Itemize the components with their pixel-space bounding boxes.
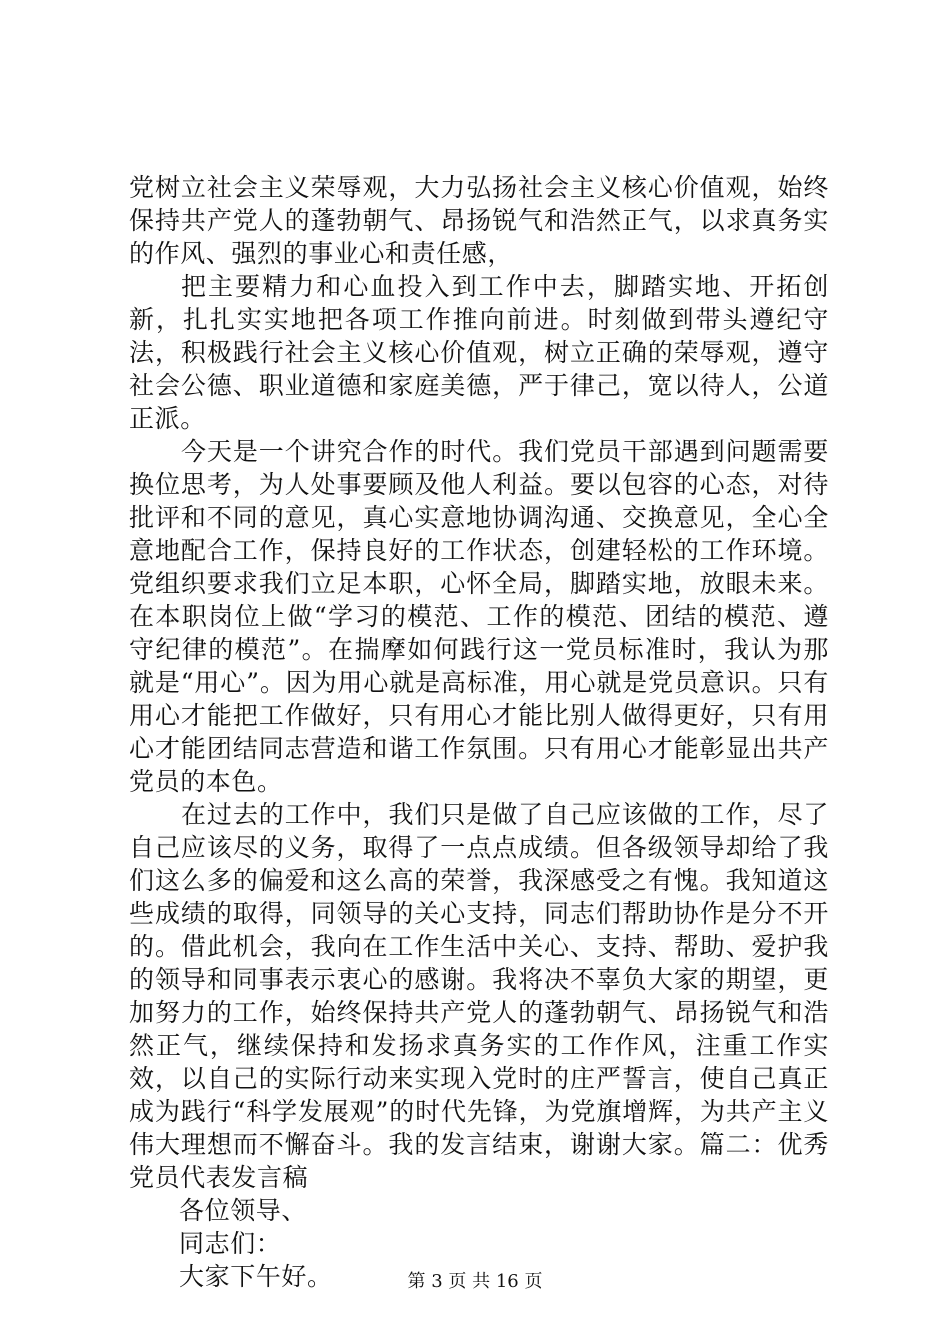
document-body bbox=[129, 171, 829, 1293]
paragraph: 今天是一个讲究合作的时代。我们党员干部遇到问题需要换位思考，为人处事要顾及他人利益。要以包容的心态，对待批评和不同的意见，真心实意地协调沟通、交换意见，全心全意地配合工作，保持良好的工作状态，创建轻松的工作环境。党组织要求我们立足本职，心怀全局，脚踏实地，放眼未来。在本职岗位上做“学习的模范、工作的模范、团结的模范、遵守纪律的模范”。在揣摩如何践行这一党员标准时，我认为那就是“用心”。因为用心就是高标准，用心就是党员意识。只有用心才能把工作做好，只有用心才能比别人做得更好，只有用心才能团结同志营造和谐工作氛围。只有用心才能彰显出共产党员的本色。 bbox=[129, 437, 829, 796]
greeting-line: 大家下午好。 bbox=[179, 1262, 333, 1291]
greeting-line: 同志们： bbox=[179, 1229, 282, 1258]
greeting-line: 各位领导、 bbox=[179, 1196, 308, 1225]
paragraph: 在过去的工作中，我们只是做了自己应该做的工作，尽了自己应该尽的义务，取得了一点点成绩。但各级领导却给了我们这么多的偏爱和这么高的荣誉，我深感受之有愧。我知道这些成绩的取得，同领导的关心支持，同志们帮助协作是分不开的。借此机会，我向在工作生活中关心、支持、帮助、爱护我的领导和同事表示衷心的感谢。我将决不辜负大家的期望，更加努力的工作，始终保持共产党人的蓬勃朝气、昂扬锐气和浩然正气，继续保持和发扬求真务实的工作作风，注重工作实效，以自己的实际行动来实现入党时的庄严誓言，使自己真正成为践行“科学发展观”的时代先锋，为党旗增辉，为共产主义伟大理想而不懈奋斗。我的发言结束，谢谢大家。篇二：优秀党员代表发言稿 bbox=[129, 800, 829, 1192]
page-number-footer: 第 3 页 共 16 页 bbox=[407, 1271, 543, 1292]
paragraph: 把主要精力和心血投入到工作中去，脚踏实地、开拓创新，扎扎实实地把各项工作推向前进。时刻做到带头遵纪守法，积极践行社会主义核心价值观，树立正确的荣辱观，遵守社会公德、职业道德和家庭美德，严于律己，宽以待人，公道正派。 bbox=[129, 272, 829, 433]
paragraph-continuation: 党树立社会主义荣辱观，大力弘扬社会主义核心价值观，始终保持共产党人的蓬勃朝气、昂扬锐气和浩然正气，以求真务实的作风、强烈的事业心和责任感， bbox=[129, 173, 829, 268]
